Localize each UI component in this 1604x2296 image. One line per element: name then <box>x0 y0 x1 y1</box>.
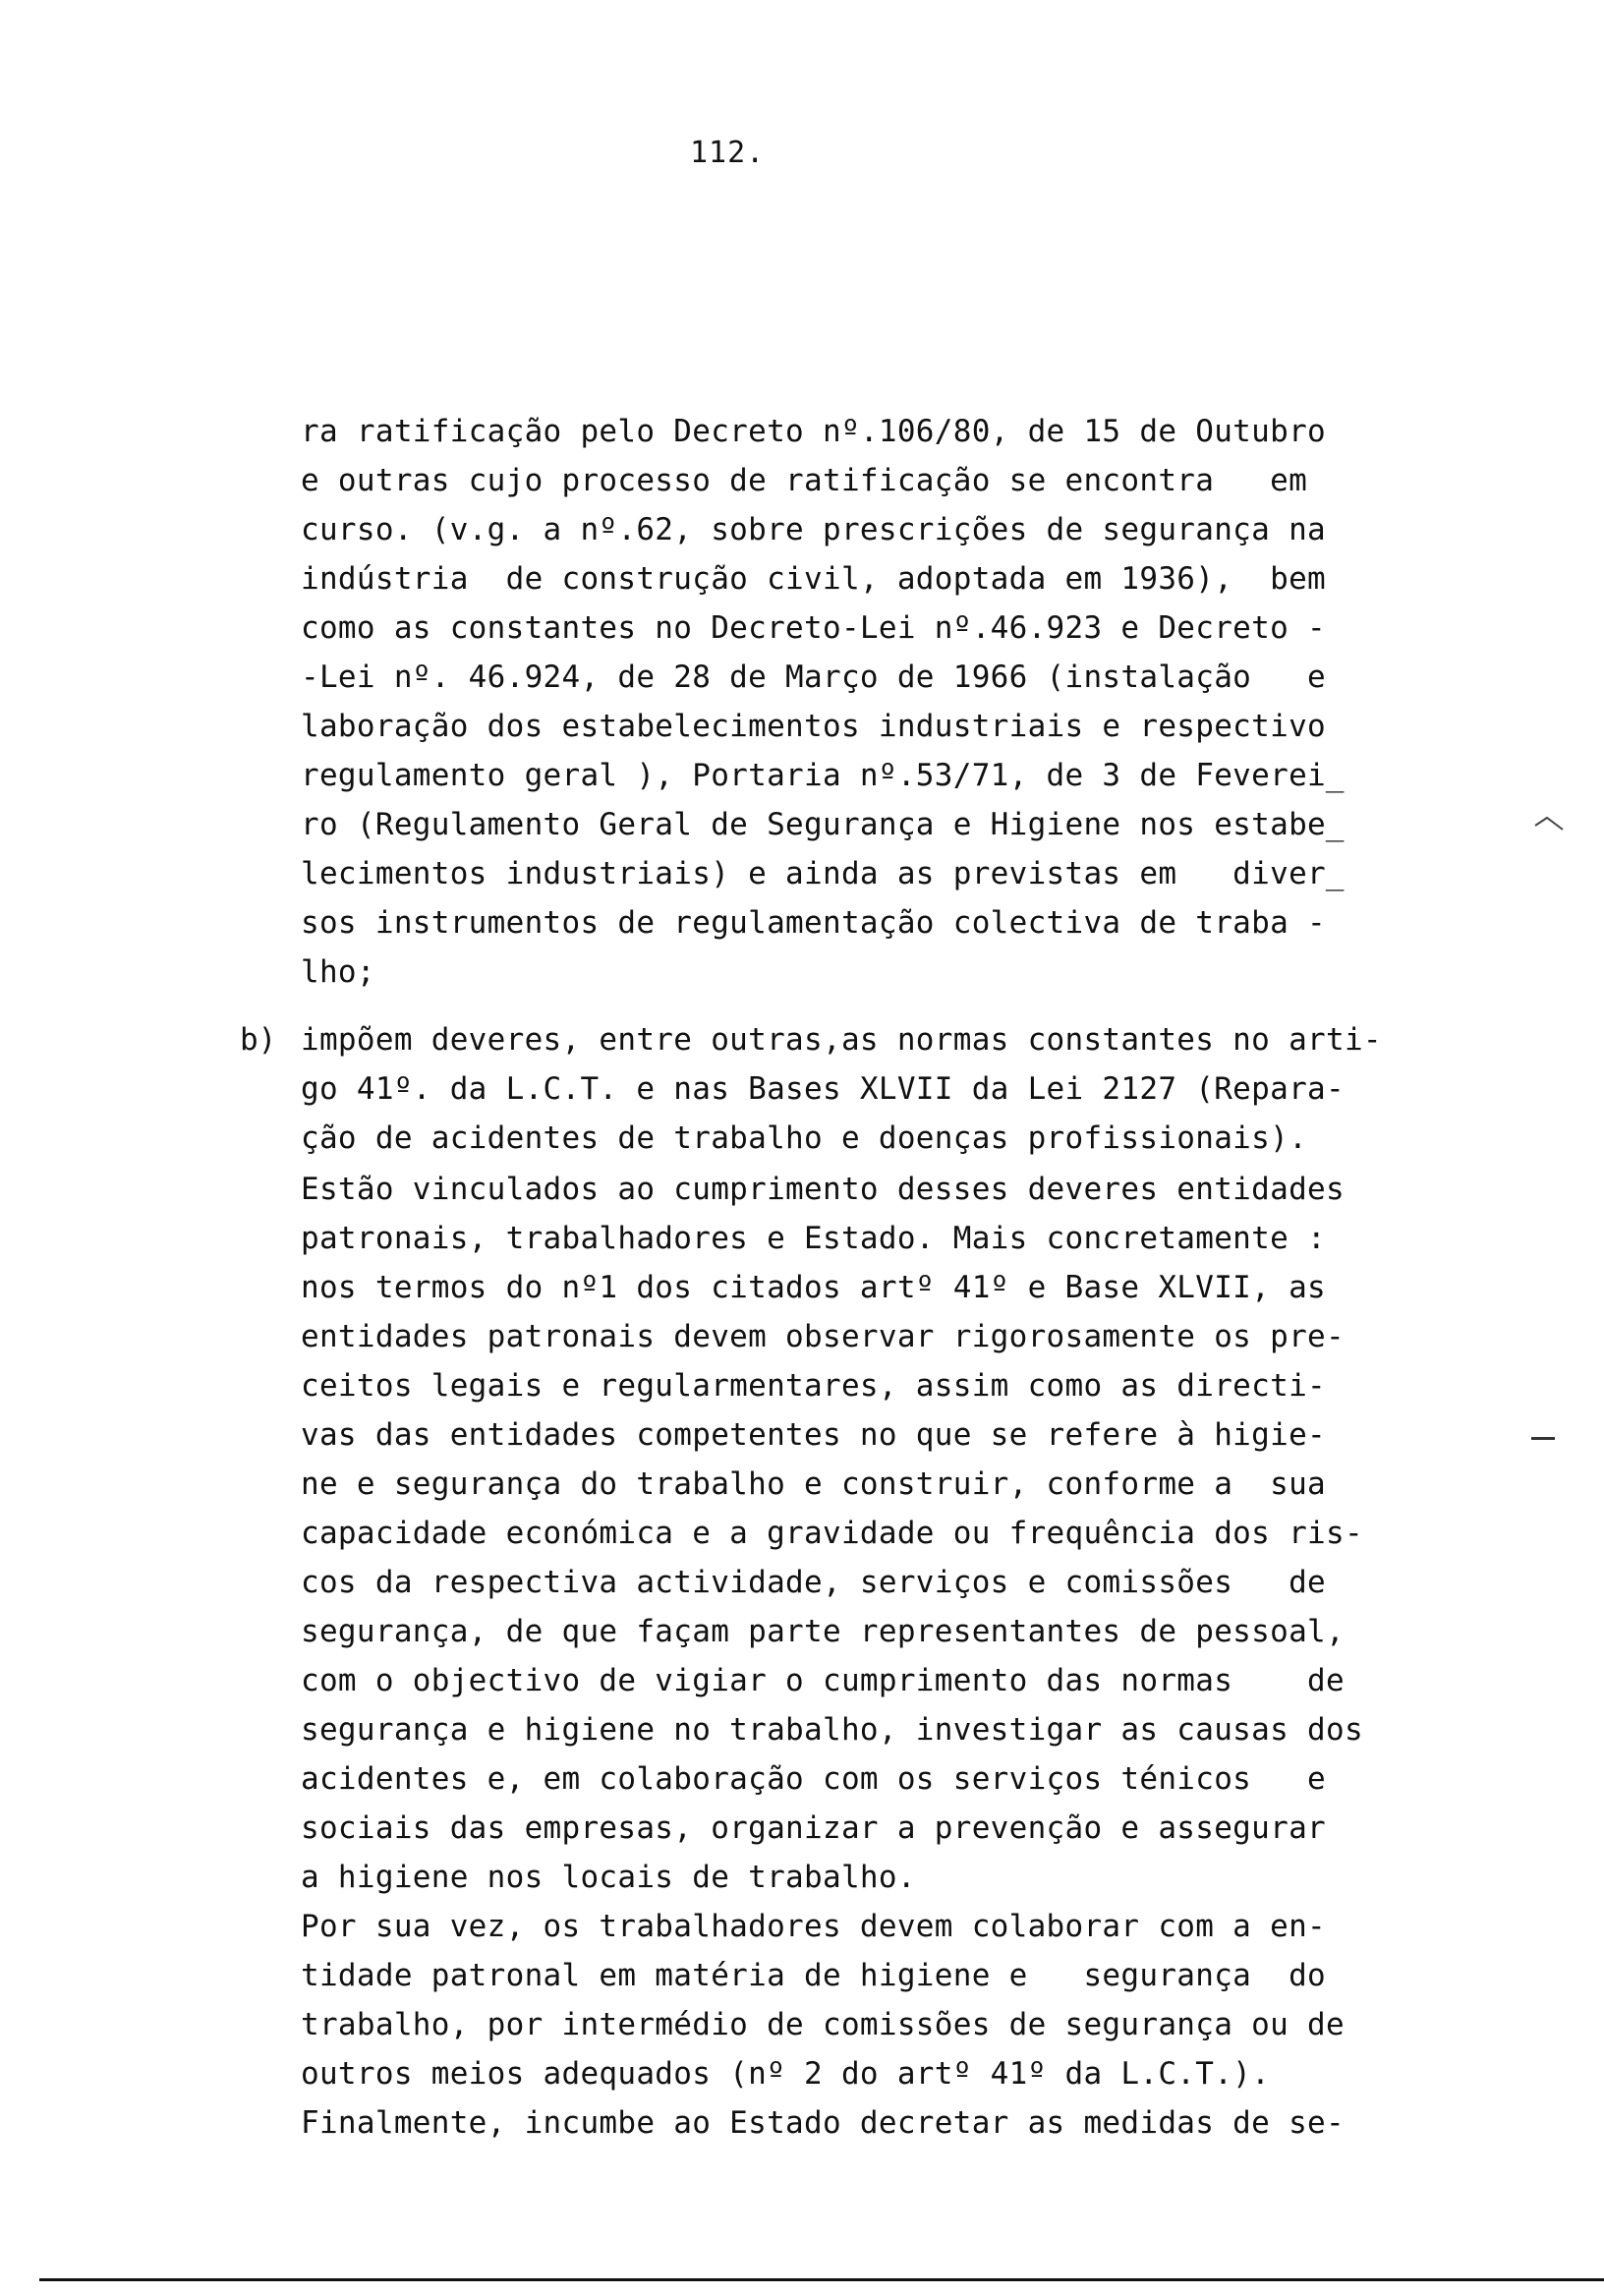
text-line: ra ratificação pelo Decreto nº.106/80, de 15 de Outubro <box>301 414 1326 449</box>
text-line: ne e segurança do trabalho e construir, conforme a sua <box>301 1466 1326 1502</box>
margin-mark-dash <box>1531 1437 1555 1440</box>
text-line: ceitos legais e regularmentares, assim como as directi- <box>301 1368 1326 1404</box>
text-line: vas das entidades competentes no que se refere à higie- <box>301 1417 1326 1453</box>
text-line: go 41º. da L.C.T. e nas Bases XLVII da Lei 2127 (Repara- <box>301 1071 1345 1107</box>
margin-mark-caret <box>1533 812 1565 832</box>
page-number: 112. <box>690 136 766 170</box>
text-line: lecimentos industriais) e ainda as previstas em diver̲ <box>301 856 1345 891</box>
text-line: sociais das empresas, organizar a prevenção e assegurar <box>301 1810 1326 1846</box>
text-line: segurança, de que façam parte representantes de pessoal, <box>301 1614 1345 1649</box>
text-line: acidentes e, em colaboração com os serviços ténicos e <box>301 1761 1326 1797</box>
text-line: ro (Regulamento Geral de Segurança e Higiene nos estabe̲ <box>301 807 1345 842</box>
text-line: entidades patronais devem observar rigorosamente os pre- <box>301 1319 1345 1354</box>
text-line: impõem deveres, entre outras,as normas constantes no arti- <box>301 1022 1382 1058</box>
text-line: Estão vinculados ao cumprimento desses deveres entidades <box>301 1172 1345 1207</box>
text-line: capacidade económica e a gravidade ou frequência dos ris- <box>301 1516 1363 1551</box>
text-line: e outras cujo processo de ratificação se encontra em <box>301 463 1308 498</box>
bottom-rule <box>39 2278 1604 2281</box>
text-line: tidade patronal em matéria de higiene e segurança do <box>301 1958 1326 1993</box>
text-line: patronais, trabalhadores e Estado. Mais concretamente : <box>301 1221 1326 1256</box>
text-line: ção de acidentes de trabalho e doenças profissionais). <box>301 1120 1308 1156</box>
text-line: -Lei nº. 46.924, de 28 de Março de 1966 (instalação e <box>301 660 1326 695</box>
text-line: Finalmente, incumbe ao Estado decretar as medidas de se- <box>301 2105 1345 2141</box>
list-marker: b) <box>240 1022 277 1058</box>
text-line: regulamento geral ), Portaria nº.53/71, de 3 de Feverei̲ <box>301 758 1345 793</box>
text-line: trabalho, por intermédio de comissões de segurança ou de <box>301 2007 1345 2042</box>
text-line: segurança e higiene no trabalho, investigar as causas dos <box>301 1712 1363 1748</box>
text-line: curso. (v.g. a nº.62, sobre prescrições de segurança na <box>301 512 1326 547</box>
text-line: outros meios adequados (nº 2 do artº 41º da L.C.T.). <box>301 2056 1271 2092</box>
text-line: laboração dos estabelecimentos industriais e respectivo <box>301 709 1326 744</box>
text-line: sos instrumentos de regulamentação colectiva de traba - <box>301 905 1326 941</box>
text-line: como as constantes no Decreto-Lei nº.46.923 e Decreto - <box>301 610 1326 646</box>
text-line: com o objectivo de vigiar o cumprimento das normas de <box>301 1663 1345 1698</box>
text-line: nos termos do nº1 dos citados artº 41º e Base XLVII, as <box>301 1270 1326 1305</box>
text-line: indústria de construção civil, adoptada em 1936), bem <box>301 561 1326 597</box>
text-line: lho; <box>301 954 375 990</box>
text-line: Por sua vez, os trabalhadores devem colaborar com a en- <box>301 1909 1326 1944</box>
text-line: cos da respectiva actividade, serviços e comissões de <box>301 1565 1326 1600</box>
text-line: a higiene nos locais de trabalho. <box>301 1860 916 1895</box>
